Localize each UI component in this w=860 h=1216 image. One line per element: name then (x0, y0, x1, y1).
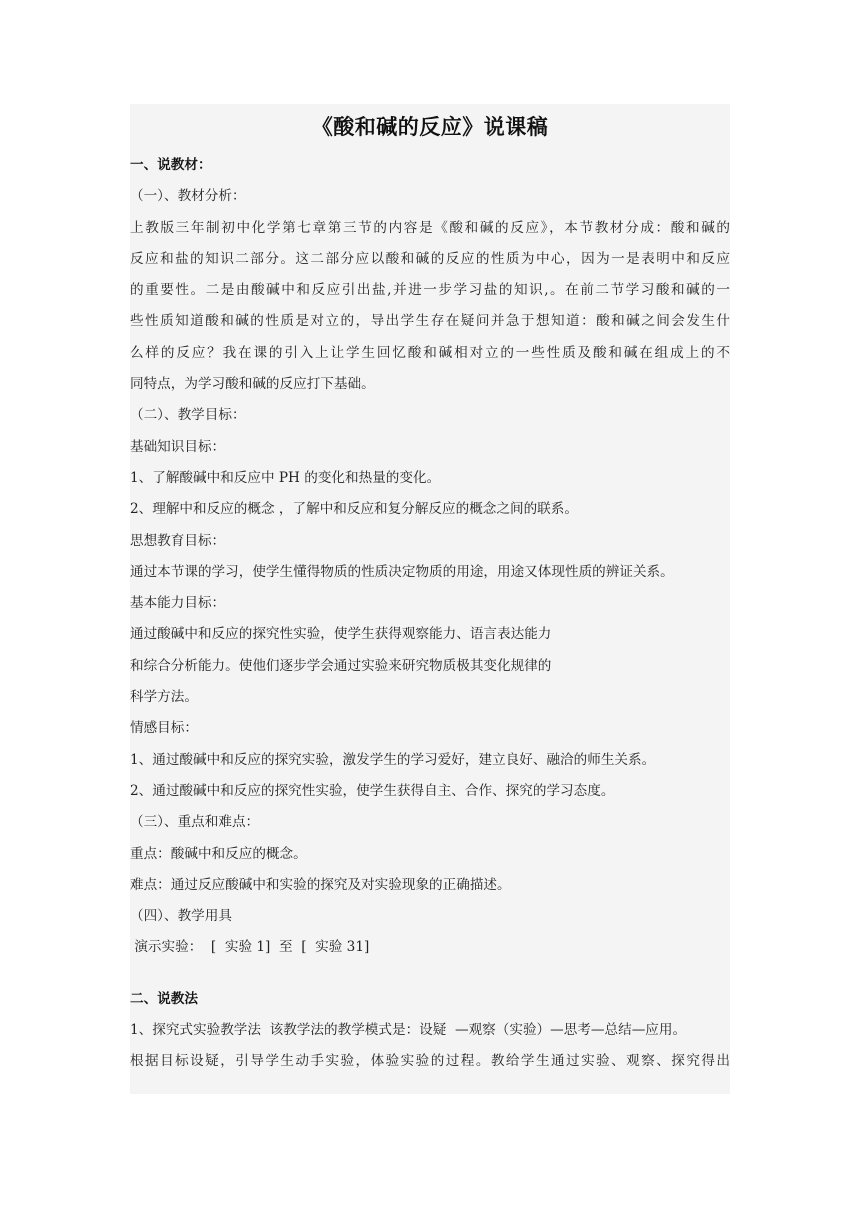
subheading-objectives: （二）、教学目标： (130, 407, 246, 424)
analysis-line: 的重要性。二是由酸碱中和反应引出盐,并进一步学习盐的知识,。在前二节学习酸和碱的一 (130, 282, 730, 299)
subheading-analysis: （一）、教材分析： (130, 188, 246, 205)
blank-spacer (130, 964, 730, 984)
document-title: 《酸和碱的反应》说课稿 (311, 114, 549, 139)
ability-line: 通过酸碱中和反应的探究性实验，使学生获得观察能力、语言表达能力 (130, 626, 552, 643)
analysis-line: 么样的反应？我在课的引入上让学生回忆酸和碱相对立的一些性质及酸和碱在组成上的不 (130, 344, 730, 361)
key-point: 重点：酸碱中和反应的概念。 (130, 845, 307, 862)
emotion-heading: 情感目标： (130, 720, 198, 737)
section-heading-textbook: 一、说教材： (130, 157, 212, 173)
emotion-item: 2、通过酸碱中和反应的探究性实验，使学生获得自主、合作、探究的学习态度。 (130, 782, 615, 799)
analysis-line: 些性质知道酸和碱的性质是对立的，导出学生存在疑问并急于想知道：酸和碱之间会发生什 (130, 313, 730, 330)
emotion-item: 1、通过酸碱中和反应的探究实验，激发学生的学习爱好，建立良好、融洽的师生关系。 (130, 751, 656, 768)
basic-knowledge-item: 2、理解中和反应的概念 ，了解中和反应和复分解反应的概念之间的联系。 (130, 501, 578, 518)
demo-experiments: 演示实验： [ 实验 1] 至 [ 实验 31] (130, 939, 370, 956)
method-line: 根据目标设疑，引导学生动手实验，体验实验的过程。教给学生通过实验、观察、探究得出 (130, 1053, 730, 1070)
subheading-key-difficult: （三）、重点和难点： (130, 814, 260, 831)
section-heading-method: 二、说教法 (130, 990, 198, 1007)
basic-knowledge-heading: 基础知识目标： (130, 438, 226, 455)
ability-line: 和综合分析能力。使他们逐步学会通过实验来研究物质极其变化规律的 (130, 657, 552, 674)
ability-line: 科学方法。 (130, 689, 198, 706)
ideology-line: 通过本节课的学习，使学生懂得物质的性质决定物质的用途，用途又体现性质的辨证关系。 (130, 563, 674, 580)
subheading-teaching-tools: （四）、教学用具 (130, 908, 232, 925)
analysis-line: 同特点，为学习酸和碱的反应打下基础。 (130, 376, 375, 393)
method-line: 1、探究式实验教学法 该教学法的教学模式是：设疑 —观察（实验）—思考—总结—应用。 (130, 1022, 687, 1039)
document-page (130, 104, 730, 1094)
ability-heading: 基本能力目标： (130, 595, 226, 612)
basic-knowledge-item: 1、了解酸碱中和反应中 PH 的变化和热量的变化。 (130, 469, 441, 486)
difficult-point: 难点：通过反应酸碱中和实验的探究及对实验现象的正确描述。 (130, 876, 511, 893)
analysis-line: 上教版三年制初中化学第七章第三节的内容是《酸和碱的反应》，本节教材分成：酸和碱的 (130, 219, 730, 236)
analysis-line: 反应和盐的知识二部分。这二部分应以酸和碱的反应的性质为中心，因为一是表明中和反应 (130, 250, 730, 267)
ideology-heading: 思想教育目标： (130, 532, 226, 549)
